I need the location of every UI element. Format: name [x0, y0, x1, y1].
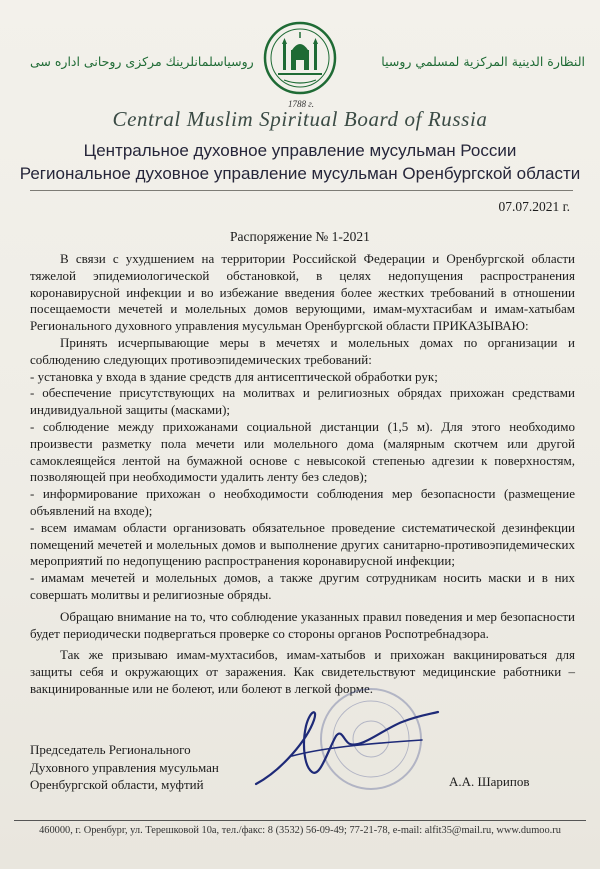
measure-item: - соблюдение между прихожанами социальной дистанции (1,5 м). Для этого необходимо произвести разметку пола мечети или молельного дома (малярным скотчем или другой самоклеящейся лентой на бумажной основе с невысокой степенью адгезии к поверхностям, позволяющей при необходимости удалить ленту без следов);	[30, 418, 575, 485]
signatory-position	[30, 741, 219, 794]
position-line: Председатель Регионального	[30, 742, 191, 757]
position-line: Оренбургской области, муфтий	[30, 777, 204, 792]
measure-item: - всем имамам области организовать обязательное проведение систематической дезинфекции помещений мечетей и молельных домов и выполнение других санитарно-противоэпидемических мероприятий по недопущению распространения коронавирусной инфекции;	[30, 519, 575, 569]
order-title: Распоряжение № 1-2021	[230, 229, 370, 244]
measures-intro: Принять исчерпывающие меры в мечетях и молельных домах по организации и соблюдению следующих противоэпидемических требований:	[30, 334, 575, 367]
mosque-emblem-icon	[262, 20, 338, 96]
organization-line-1: Центральное духовное управление мусульман России	[83, 141, 517, 160]
arabic-title-left: روسیاسلمانلرینك مركزی روحانی اداره سی	[30, 54, 254, 69]
organization-line-2: Региональное духовное управление мусульман Оренбургской области	[19, 164, 581, 183]
handwritten-signature	[252, 700, 442, 800]
latin-title: Central Muslim Spiritual Board of Russia	[112, 107, 488, 131]
measure-item: - обеспечение присутствующих на молитвах и религиозных обрядах прихожан средствами индивидуальной защиты (масками);	[30, 385, 575, 418]
signatory-name: А.А. Шарипов	[449, 774, 530, 789]
measure-item: - имамам мечетей и молельных домов, а также другим сотрудникам носить маски и в них совершать молитвы и религиозные обряды.	[30, 570, 575, 602]
intro-paragraph: В связи с ухудшением на территории Российской Федерации и Оренбургской области тяжелой эпидемиологической обстановкой, в целях недопущения распространения коронавирусной инфекции и во избежание введения более жестких требований в отношении посещаемости мечетей и молельных домов верующими, имам-мухтасибам и имам-хатыбам Регионального духовного управления мусульман Оренбургской области ПРИКАЗЫВАЮ:	[30, 251, 575, 334]
footer-contacts: 460000, г. Оренбург, ул. Терешковой 10а, тел./факс: 8 (3532) 56-09-49; 77-21-78, e-mail: alfit35@mail.ru, www.dumoo.ru	[39, 825, 561, 836]
document-date: 07.07.2021 г.	[498, 199, 570, 214]
position-line: Духовного управления мусульман	[30, 759, 219, 775]
measure-item: - установка у входа в здание средств для антисептической обработки рук;	[30, 368, 438, 384]
header-divider	[30, 190, 573, 191]
document-body	[30, 251, 575, 698]
founding-year: 1788 г.	[288, 99, 314, 109]
vaccination-paragraph: Так же призываю имам-мухтасибов, имам-хатыбов и прихожан вакцинироваться для защиты себя и окружающих от заражения. Как свидетельствуют медицинские работники – вакцинированные или не болеют, или болеют в легкой форме.	[30, 647, 575, 696]
closing-paragraph: Обращаю внимание на то, что соблюдение указанных правил поведения и мер безопасности будет периодически подвергаться проверке со стороны органов Роспотребнадзора.	[30, 608, 575, 641]
arabic-title-right: النظارة الدينية المركزية لمسلمي روسيا	[381, 54, 585, 69]
footer-divider	[14, 820, 586, 821]
measure-item: - информирование прихожан о необходимости соблюдения мер безопасности (размещение объявлений на входе);	[30, 486, 575, 518]
